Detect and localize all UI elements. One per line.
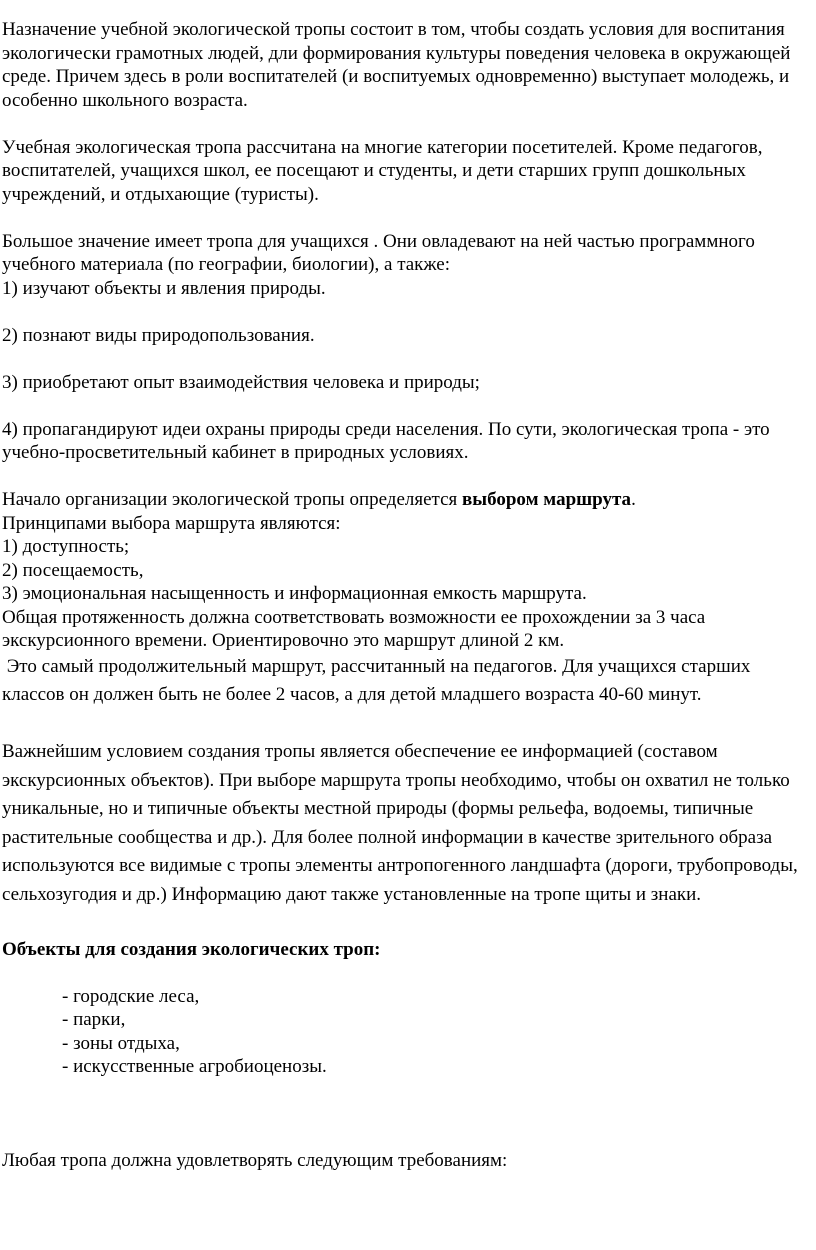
paragraph-information: Важнейшим условием создания тропы является обеспечение ее информацией (составом экскурсионных объектов). При выборе маршрута тропы необходимо, чтобы он охватил не только уникальные, но и типичные объекты местной природы (формы рельефа, водоемы, типичные растительные сообщества и др.). Для более полной информации в качестве зрительного образа используются все видимые с тропы элементы антропогенного ландшафта (дороги, трубопроводы, сельхозугодия и др.) Информацию дают также установленные на тропе щиты и знаки.: [2, 741, 798, 905]
principles-title: Принципами выбора маршрута являются:: [2, 512, 341, 534]
section-purpose: [2, 18, 814, 112]
section-information: [2, 738, 814, 909]
route-intro-text: Начало организации экологической тропы определяется: [2, 489, 463, 510]
principle-attendance: 2) посещаемость,: [2, 559, 144, 581]
section-students: [2, 230, 814, 465]
objects-heading: Объекты для создания экологических троп:: [2, 938, 381, 960]
list-item-object: - парки,: [62, 1009, 126, 1030]
principle-emotional: 3) эмоциональная насыщенность и информационная емкость маршрута.: [2, 583, 587, 604]
paragraph-students-intro: Большое значение имеет тропа для учащихся . Они овладевают на ней частью программного учебного материала (по географии, биологии), а также:: [2, 230, 755, 275]
paragraph-visitors: Учебная экологическая тропа рассчитана на многие категории посетителей. Кроме педагогов, воспитателей, учащихся школ, ее посещают и студенты, и дети старших групп дошкольных учреждений, и отдыхающие (туристы).: [2, 136, 763, 205]
list-item-promote: 4) пропагандируют идеи охраны природы среди населения. По сути, экологическая тропа - это учебно-просветительный кабинет в природных условиях.: [2, 418, 770, 463]
route-choice-emphasis: выбором маршрута: [462, 489, 632, 510]
paragraph-duration: Это самый продолжительный маршрут, рассчитанный на педагогов. Для учащихся старших классов он должен быть не более 2 часов, а для детой младшего возраста 40-60 минут.: [2, 655, 756, 705]
section-objects: [2, 938, 814, 962]
list-item-experience: 3) приобретают опыт взаимодействия человека и природы;: [2, 371, 480, 393]
list-item-object: - зоны отдыха,: [62, 1032, 180, 1054]
paragraph-length: Общая протяженность должна соответствовать возможности ее прохождении за 3 часа экскурсионного времени. Ориентировочно это маршрут длиной 2 км.: [2, 606, 706, 651]
route-intro-end: .: [631, 489, 636, 510]
objects-list: [2, 985, 814, 1079]
section-requirements: [2, 1149, 814, 1173]
section-visitors: [2, 136, 814, 207]
paragraph-purpose: Назначение учебной экологической тропы состоит в том, чтобы создать условия для воспитания экологически грамотных людей, дли формирования культуры поведения человека в окружающей среде. Причем здесь в роли воспитателей (и воспитуемых одновременно) выступает молодежь, и особенно школьного возраста.: [2, 19, 791, 111]
document-page: [2, 18, 814, 1173]
paragraph-requirements: Любая тропа должна удовлетворять следующим требованиям:: [2, 1150, 508, 1171]
principle-accessibility: 1) доступность;: [2, 536, 130, 557]
section-duration: [2, 653, 814, 710]
list-item-study: 1) изучают объекты и явления природы.: [2, 277, 326, 299]
paragraph-route-intro: [2, 488, 814, 512]
list-item-learn: 2) познают виды природопользования.: [2, 324, 315, 346]
section-route: [2, 488, 814, 653]
list-item-object: - искусственные агробиоценозы.: [62, 1056, 327, 1077]
list-item-object: - городские леса,: [62, 985, 200, 1007]
